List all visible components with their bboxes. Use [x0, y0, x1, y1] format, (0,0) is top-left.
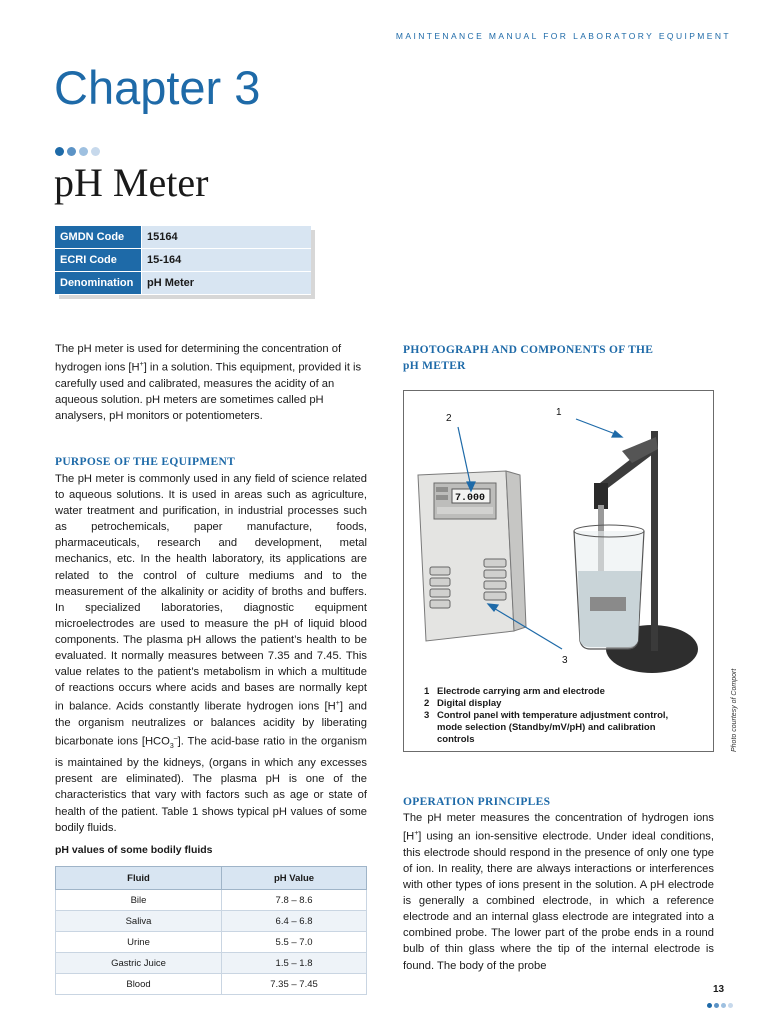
callout-number: 2 — [446, 413, 452, 424]
intro-text: The pH meter is used for determining the concentration of hydrogen ions [H — [55, 343, 342, 374]
legend-text: Digital display — [437, 698, 502, 709]
dot — [91, 147, 100, 156]
display-reading: 7.000 — [455, 493, 486, 504]
legend-item — [424, 686, 694, 698]
photo-heading-line: PHOTOGRAPH AND COMPONENTS OF THE — [403, 344, 654, 356]
running-header: MAINTENANCE MANUAL FOR LABORATORY EQUIPMENT — [395, 31, 731, 41]
code-row — [55, 272, 311, 295]
photo-heading-line: pH METER — [403, 360, 466, 372]
purpose-text: ] and the organism neutralizes or balances acidity by liberating bicarbonate ions [HCO — [55, 701, 367, 748]
legend-item — [424, 710, 694, 746]
dot — [67, 147, 76, 156]
stand-pole — [651, 431, 658, 651]
operation-heading: OPERATION PRINCIPLES — [403, 796, 551, 808]
fluid-cell: Urine — [56, 932, 222, 953]
dot — [714, 1003, 719, 1008]
callout-number: 3 — [562, 655, 568, 666]
superscript: – — [173, 735, 178, 743]
fluid-cell: Gastric Juice — [56, 953, 222, 974]
fluid-cell: Blood — [56, 974, 222, 995]
code-key: Denomination — [55, 272, 141, 294]
code-value: 15-164 — [141, 249, 311, 271]
dot — [707, 1003, 712, 1008]
page-dots — [707, 1003, 733, 1008]
ph-cell: 7.8 – 8.6 — [222, 890, 367, 911]
photo-legend — [424, 686, 694, 746]
legend-item — [424, 698, 694, 710]
table-row — [56, 890, 367, 911]
operation-paragraph — [403, 810, 714, 974]
chapter-label: Chapter 3 — [54, 61, 261, 114]
ph-cell: 7.35 – 7.45 — [222, 974, 367, 995]
table-caption: pH values of some bodily fluids — [55, 844, 213, 856]
fluid-ph-table — [55, 866, 367, 995]
ph-cell: 1.5 – 1.8 — [222, 953, 367, 974]
table-row — [56, 953, 367, 974]
code-key: GMDN Code — [55, 226, 141, 248]
table-row — [56, 974, 367, 995]
code-value: 15164 — [141, 226, 311, 248]
subscript: 3 — [169, 743, 174, 751]
legend-number: 1 — [424, 686, 430, 697]
legend-number: 3 — [424, 710, 430, 721]
code-value: pH Meter — [141, 272, 311, 294]
fluid-cell: Saliva — [56, 911, 222, 932]
operation-text: The pH meter measures the concentration of hydrogen ions [H — [403, 812, 714, 843]
table-row — [56, 911, 367, 932]
fluid-cell: Bile — [56, 890, 222, 911]
purpose-heading: PURPOSE OF THE EQUIPMENT — [55, 456, 236, 468]
column-header: pH Value — [222, 867, 367, 890]
page-title: pH Meter — [54, 160, 209, 205]
page-number: 13 — [713, 984, 725, 995]
legend-text: Control panel with temperature adjustment control, mode selection (Standby/mV/pH) and calibration controls — [437, 710, 669, 745]
ph-cell: 5.5 – 7.0 — [222, 932, 367, 953]
dot — [55, 147, 64, 156]
intro-paragraph — [55, 341, 367, 424]
purpose-text: The pH meter is commonly used in any field of science related to aqueous solutions. It is used in areas such as agriculture, water treatment and purification, in industrial processes such as petrochemicals, paper manufacture, foods, pharmaceuticals, research and development, metal mechanics, etc. In the health laboratory, its applications are related to the control of culture mediums and to the measurement of the alkalinity or acidity of broths and buffers. In specialized laboratories, diagnostic equipment microelectrodes are used to measure the pH of liquid blood components. The plasma pH allows the patient’s health to be evaluated. It normally measures between 7.35 and 7.45. This value relates to the patient’s metabolism in which a multitude of reactions occurs where acids and bases are normally kept in balance. Acids constantly liberate hydrogen ions [H — [55, 473, 367, 714]
superscript: + — [139, 361, 144, 369]
code-table — [55, 226, 311, 295]
superscript: + — [414, 830, 419, 838]
intro-text: ] in a solution. This equipment, provided it is carefully used and calibrated, measures the acidity of an aqueous solution. pH meters are sometimes called pH analysers, pH monitors or potentiometers. — [55, 361, 362, 423]
dot — [728, 1003, 733, 1008]
code-row — [55, 249, 311, 272]
photo-heading — [403, 342, 703, 374]
operation-text: ] using an ion-sensitive electrode. Under ideal conditions, this electrode should respond in the presence of only one type of ion. In reality, there are always interactions or interferences with other types of ions present in the solution. A pH electrode is generally a combined electrode, in which a reference electrode and an internal glass electrode are integrated into a combined probe. The lower part of the probe ends in a round bulb of thin glass where the tip of the internal electrode is found. The body of the probe — [403, 830, 714, 972]
dot — [79, 147, 88, 156]
superscript: + — [335, 700, 340, 708]
legend-number: 2 — [424, 698, 430, 709]
table-row — [56, 932, 367, 953]
dot — [721, 1003, 726, 1008]
column-header: Fluid — [56, 867, 222, 890]
callout-number: 1 — [556, 407, 562, 418]
code-key: ECRI Code — [55, 249, 141, 271]
legend-text: Electrode carrying arm and electrode — [437, 686, 605, 697]
chapter-dots — [55, 147, 100, 156]
purpose-paragraph — [55, 471, 367, 836]
code-row — [55, 226, 311, 249]
photo-credit: Photo courtesy of Comport — [731, 668, 738, 752]
table-header-row — [56, 867, 367, 890]
purpose-text: ]. The acid-base ratio in the organism is maintained by the kidneys, (organs in which any excesses present are eliminated). The plasma pH is one of the characteristics that vary with factors such as age or state of health of the patient. Table 1 shows typical pH values of some bodily fluids. — [55, 735, 367, 834]
ph-cell: 6.4 – 6.8 — [222, 911, 367, 932]
